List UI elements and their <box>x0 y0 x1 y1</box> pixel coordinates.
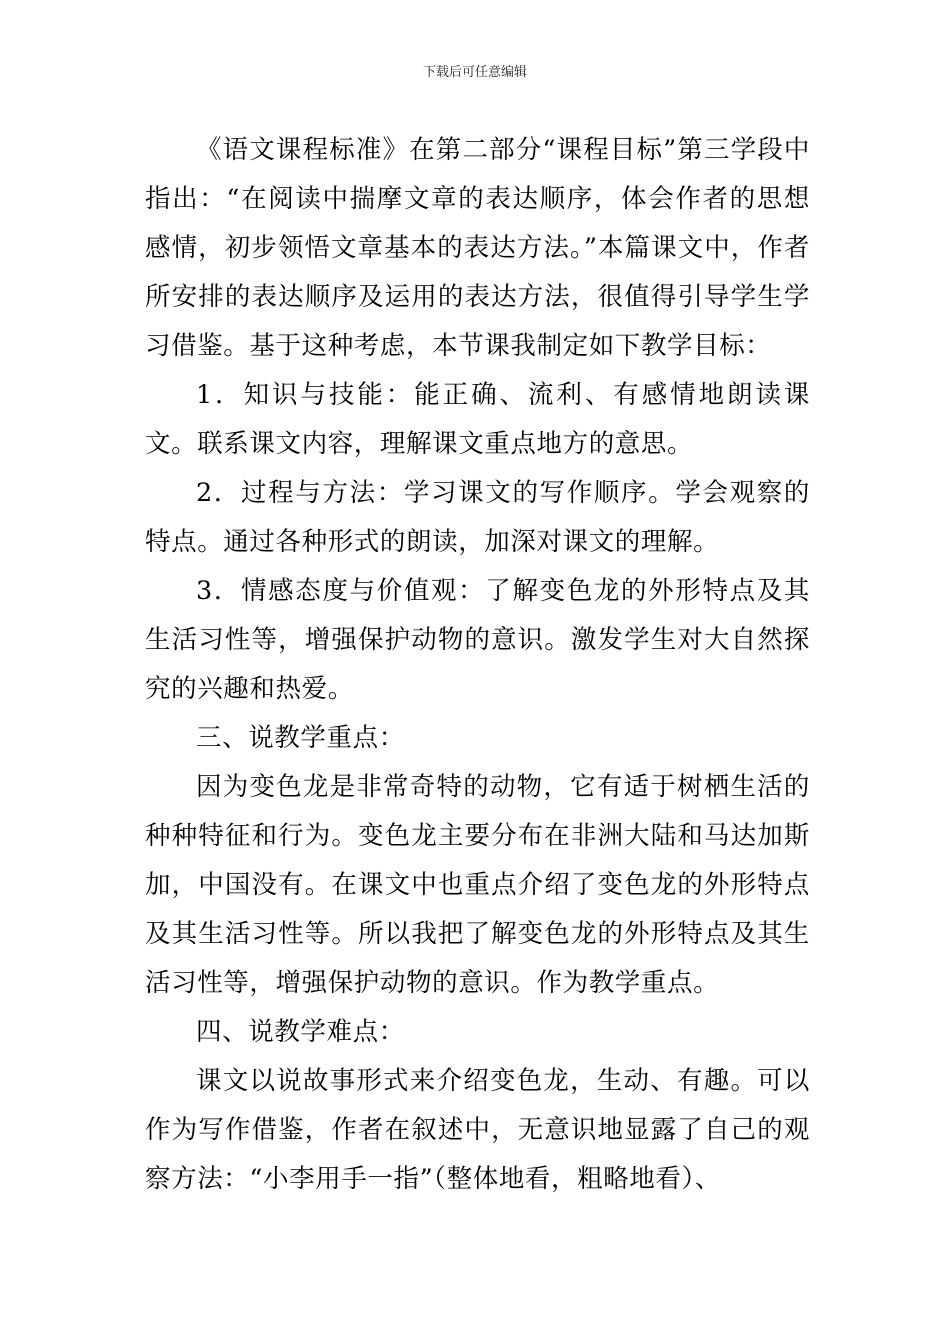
paragraph-goal-emotion: 3．情感态度与价值观：了解变色龙的外形特点及其生活习性等，增强保护动物的意识。激发学生对大自然探究的兴趣和热爱。 <box>145 576 810 704</box>
section-heading-key-points: 三、说教学重点： <box>196 723 405 753</box>
paragraph-goal-knowledge: 1．知识与技能：能正确、流利、有感情地朗读课文。联系课文内容，理解课文重点地方的意思。 <box>145 380 810 459</box>
paragraph-intro: 《语文课程标准》在第二部分“课程目标”第三学段中指出：“在阅读中揣摩文章的表达顺序，体会作者的思想感情，初步领悟文章基本的表达方法。”本篇课文中，作者所安排的表达顺序及运用的表达方法，很值得引导学生学习借鉴。基于这种考虑，本节课我制定如下教学目标： <box>145 135 810 361</box>
section-heading-difficulties: 四、说教学难点： <box>196 1017 405 1047</box>
paragraph-goal-process: 2．过程与方法：学习课文的写作顺序。学会观察的特点。通过各种形式的朗读，加深对课文的理解。 <box>145 478 810 557</box>
paragraph-difficulties: 课文以说故事形式来介绍变色龙，生动、有趣。可以作为写作借鉴，作者在叙述中，无意识地显露了自己的观察方法：“小李用手一指”（整体地看，粗略地看）、 <box>145 1066 810 1194</box>
page-header-note: 下载后可任意编辑 <box>422 65 527 80</box>
paragraph-key-points: 因为变色龙是非常奇特的动物，它有适于树栖生活的种种特征和行为。变色龙主要分布在非洲大陆和马达加斯加，中国没有。在课文中也重点介绍了变色龙的外形特点及其生活习性等。所以我把了解变色龙的外形特点及其生活习性等，增强保护动物的意识。作为教学重点。 <box>145 772 810 998</box>
document-body <box>145 126 810 1204</box>
